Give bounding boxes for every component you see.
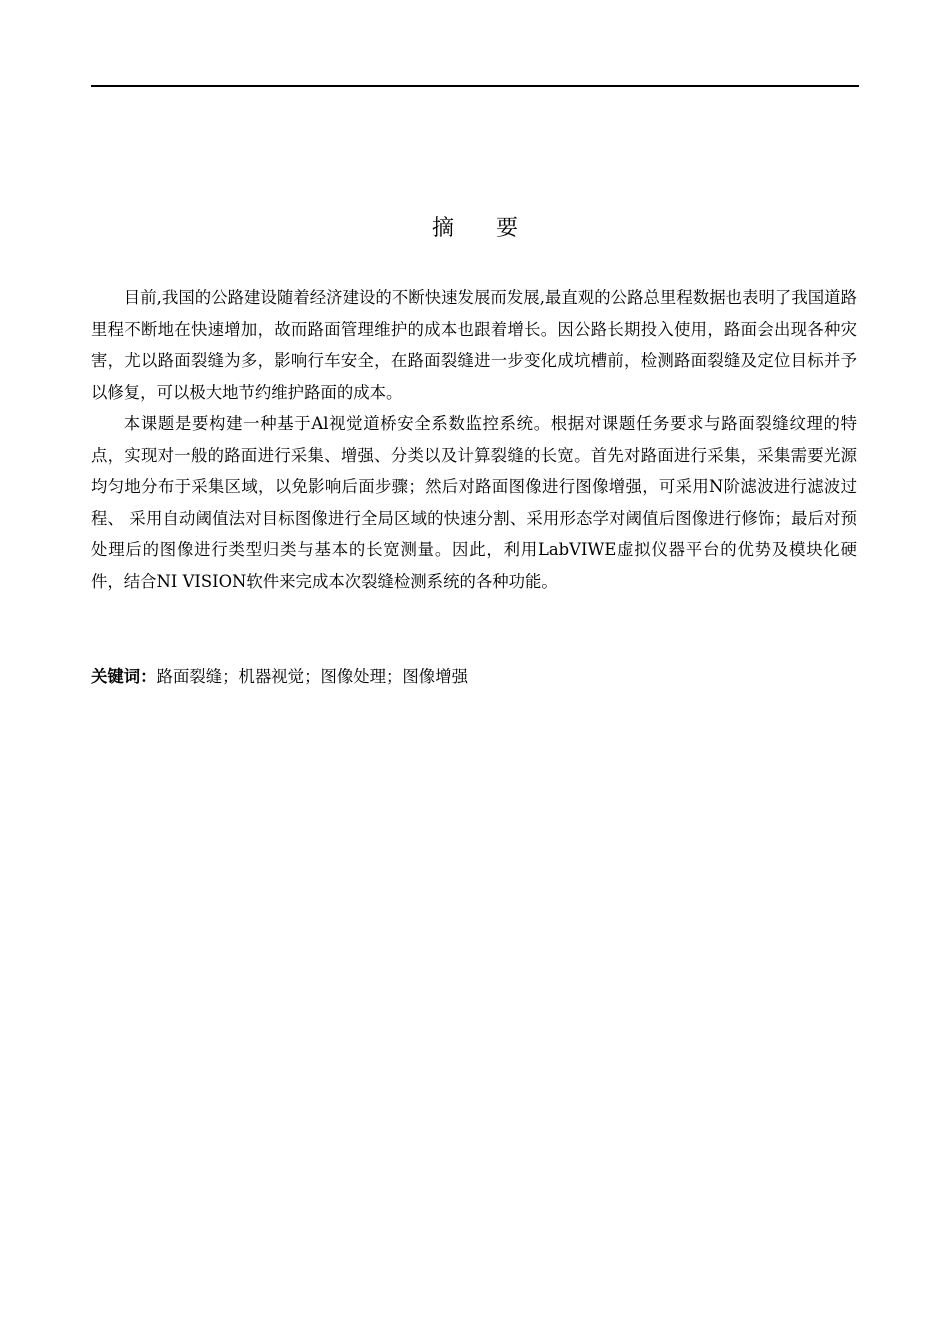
abstract-paragraph-1: 目前,我国的公路建设随着经济建设的不断快速发展而发展,最直观的公路总里程数据也表明了我国道路里程不断地在快速增加，故而路面管理维护的成本也跟着增长。因公路长期投入使用，路面会出现各种灾害，尤以路面裂缝为多，影响行车安全，在路面裂缝进一步变化成坑槽前，检测路面裂缝及定位目标并予以修复，可以极大地节约维护路面的成本。 — [91, 288, 857, 402]
abstract-title: 摘要 — [431, 216, 560, 241]
header-rule — [91, 85, 859, 87]
keywords-value: 路面裂缝；机器视觉；图像处理；图像增强 — [156, 667, 468, 686]
abstract-paragraph-2: 本课题是要构建一种基于Al视觉道桥安全系数监控系统。根据对课题任务要求与路面裂缝纹理的特点，实现对一般的路面进行采集、增强、分类以及计算裂缝的长宽。首先对路面进行采集，采集需要光源均匀地分布于采集区域，以免影响后面步骤；然后对路面图像进行图像增强，可采用N阶滤波进行滤波过程、 采用自动阈值法对目标图像进行全局区域的快速分割、采用形态学对阈值后图像进行修饰；最后对预处理后的图像进行类型归类与基本的长宽测量。因此，利用LabVIWE虚拟仪器平台的优势及模块化硬件，结合NI VISION软件来完成本次裂缝检测系统的各种功能。 — [91, 414, 857, 591]
keywords-label: 关键词： — [91, 667, 157, 686]
abstract-body — [91, 282, 857, 597]
keywords-line — [91, 663, 857, 691]
